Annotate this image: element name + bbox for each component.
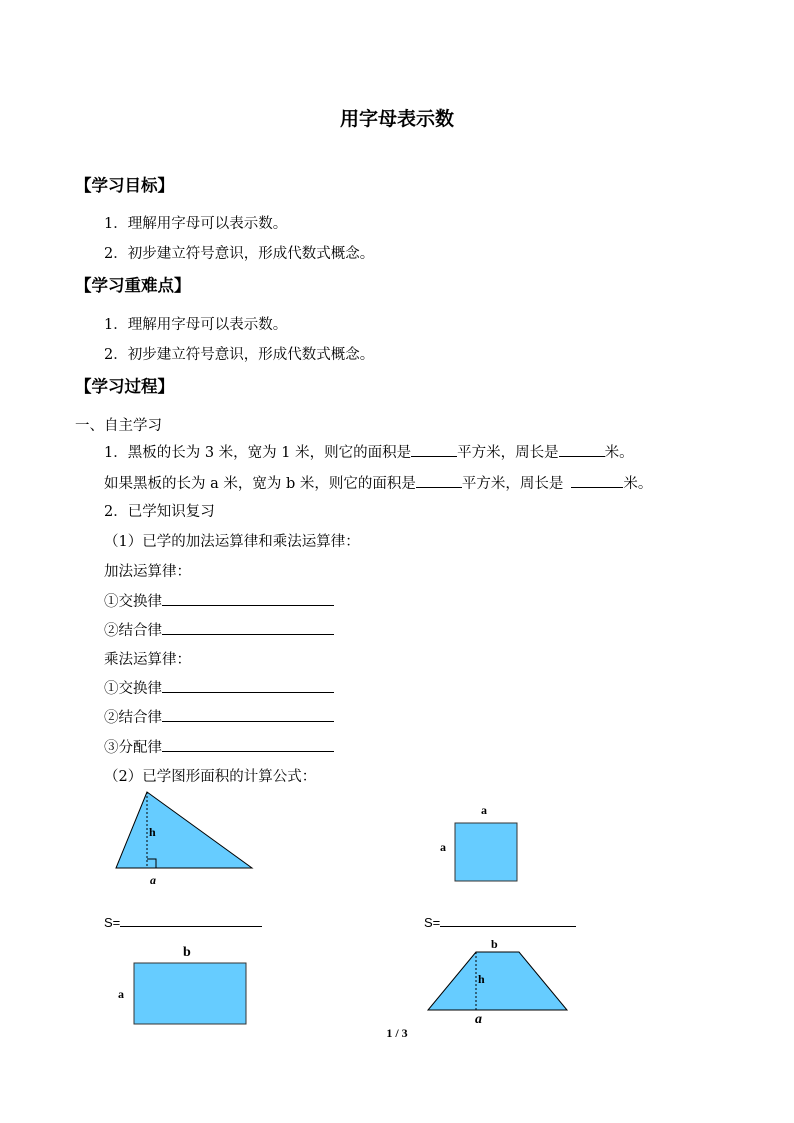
law-label: ②结合律 (104, 710, 162, 726)
goals-item-2: 2．初步建立符号意识，形成代数式概念。 (104, 246, 375, 262)
multiplication-label: 乘法运算律： (104, 652, 191, 668)
question-2: 2．已学知识复习 (104, 504, 215, 520)
trapezoid-top-label: b (491, 937, 498, 951)
square-left-label: a (440, 840, 446, 854)
formula-label: S= (424, 915, 441, 930)
triangle-formula (104, 912, 262, 930)
question-1b-text-c: 米。 (623, 476, 653, 492)
question-1b-text-b: 平方米，周长是 (461, 476, 564, 492)
answer-blank[interactable] (120, 912, 262, 927)
triangle-height-label: h (149, 825, 156, 839)
process-heading: 【学习过程】 (75, 377, 174, 396)
page-number: 1 / 3 (386, 1026, 408, 1040)
square-formula (424, 912, 576, 930)
question-1b-text-a: 如果黑板的长为 a 米，宽为 b 米，则它的面积是 (104, 476, 416, 492)
goals-item-1: 1．理解用字母可以表示数。 (104, 216, 288, 232)
trapezoid-height-label: h (478, 972, 485, 986)
key-points-item-1: 1．理解用字母可以表示数。 (104, 317, 288, 333)
square-top-label: a (481, 803, 487, 817)
key-points-item-2: 2．初步建立符号意识，形成代数式概念。 (104, 347, 375, 363)
question-1-text-a: 1．黑板的长为 3 米，宽为 1 米，则它的面积是 (104, 445, 412, 461)
law-label: ③分配律 (104, 740, 162, 756)
question-1-text-b: 平方米，周长是 (457, 445, 559, 461)
page-title: 用字母表示数 (339, 108, 454, 130)
law-label: ②结合律 (104, 623, 162, 639)
question-1-text-c: 米。 (604, 445, 634, 461)
sub-question-1: （1）已学的加法运算律和乘法运算律： (104, 534, 360, 550)
part1-heading: 一、自主学习 (75, 418, 162, 434)
rectangle-top-label: b (183, 945, 191, 960)
square-shape (455, 823, 517, 881)
trapezoid-base-label: a (475, 1012, 482, 1027)
law-label: ①交换律 (104, 594, 162, 610)
rectangle-left-label: a (118, 987, 124, 1001)
answer-blank[interactable] (440, 912, 576, 927)
triangle-base-label: a (150, 873, 156, 887)
goals-heading: 【学习目标】 (75, 176, 174, 195)
addition-label: 加法运算律： (104, 564, 191, 580)
law-label: ①交换律 (104, 681, 162, 697)
sub-question-2: （2）已学图形面积的计算公式： (104, 769, 317, 785)
formula-label: S= (104, 915, 121, 930)
trapezoid-shape (428, 952, 567, 1010)
rectangle-shape (134, 963, 246, 1024)
triangle-shape (116, 792, 252, 868)
key-points-heading: 【学习重难点】 (75, 276, 191, 295)
